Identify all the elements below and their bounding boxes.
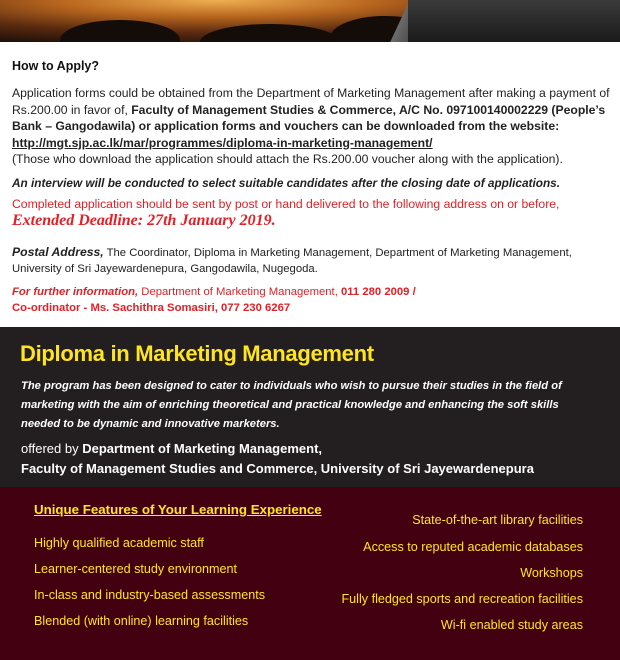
features-heading: Unique Features of Your Learning Experience (34, 502, 322, 517)
program-title: Diploma in Marketing Management (20, 341, 374, 366)
offered-faculty: Faculty of Management Studies and Commerce, University of Sri Jayewardenepura (21, 461, 534, 476)
account-details: Faculty of Management Studies & Commerce, A/C No. 097100140002229 (People’s Bank – Gangodawila) or application forms and vouchers can be downloaded from the website: (12, 102, 606, 133)
postal-address (12, 244, 612, 277)
submission-instructions: Completed application should be sent by post or hand delivered to the following address on or before, (12, 197, 560, 211)
postal-address-text: The Coordinator, Diploma in Marketing Management, Department of Marketing Management, University of Sri Jayewardenepura, Gangodawila, Nugegoda. (12, 247, 572, 275)
feature-item: Access to reputed academic databases (363, 540, 583, 554)
dark-panel (408, 0, 620, 42)
download-link[interactable]: http://mgt.sjp.ac.lk/mar/programmes/diploma-in-marketing-management/ (12, 135, 433, 150)
features-band (0, 487, 620, 660)
program-description: The program has been designed to cater to individuals who wish to pursue their studies in the field of marketing with the aim of enriching theoretical and practical knowledge and enhancing the soft skills needed to be dynamic and innovative marketers. (21, 380, 562, 430)
offered-department: Department of Marketing Management, (82, 441, 323, 456)
phone-number: 011 280 2009 / (340, 286, 416, 298)
offered-prefix: offered by (21, 441, 83, 456)
feature-item: Fully fledged sports and recreation facilities (341, 592, 583, 606)
how-to-apply-heading: How to Apply? (12, 59, 100, 73)
postal-address-label: Postal Address, (12, 245, 104, 259)
voucher-note: (Those who download the application should attach the Rs.200.00 voucher along with the application). (12, 152, 563, 166)
further-information (12, 284, 612, 316)
feature-item: Blended (with online) learning facilities (34, 614, 249, 628)
feature-item: State-of-the-art library facilities (412, 513, 583, 527)
feature-item: Highly qualified academic staff (34, 536, 204, 550)
application-paragraph (12, 85, 612, 168)
further-info-label: For further information, (12, 286, 139, 298)
feature-item: Learner-centered study environment (34, 562, 238, 576)
application-text: Application forms could be obtained from the Department of Marketing Management after making a payment of Rs.200.00 in favor of, (12, 86, 610, 117)
further-info-dept: Department of Marketing Management, (138, 286, 341, 298)
feature-item: Wi-fi enabled study areas (440, 618, 583, 632)
feature-item: In-class and industry-based assessments (34, 588, 265, 602)
extended-deadline: Extended Deadline: 27th January 2019. (12, 212, 276, 229)
coordinator-contact: Co-ordinator - Ms. Sachithra Somasiri, 077 230 6267 (12, 302, 291, 314)
offered-by (21, 439, 611, 479)
interview-notice: An interview will be conducted to select suitable candidates after the closing date of applications. (12, 176, 561, 190)
header-photo-banner (0, 0, 620, 42)
feature-item: Workshops (520, 566, 583, 580)
program-band (0, 327, 620, 487)
